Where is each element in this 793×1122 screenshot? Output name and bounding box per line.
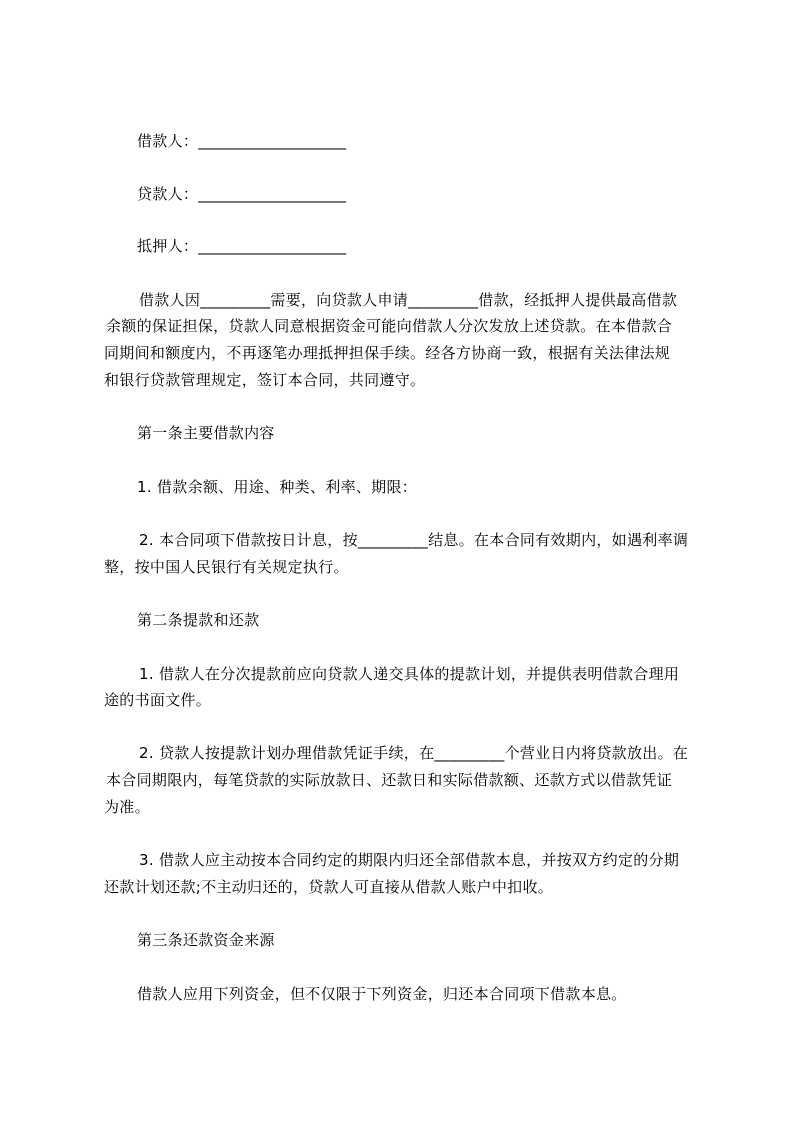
article-2-item-1-line-1: 1. 借款人在分次提款前应向贷款人递交具体的提款计划，并提供表明借款合理用	[139, 665, 680, 683]
mortgagor-line: 抵押人：___________________	[137, 237, 347, 255]
preamble-line-4: 和银行贷款管理规定，签订本合同，共同遵守。	[104, 371, 426, 389]
preamble-line-1: 借款人因_________需要，向贷款人申请_________借款，经抵押人提供最高借款	[139, 291, 678, 309]
article-1-heading: 第一条主要借款内容	[137, 424, 275, 442]
article-2-item-1-line-2: 途的书面文件。	[104, 691, 212, 709]
borrower-line: 借款人：___________________	[137, 132, 347, 150]
article-2-item-2-line-3: 为准。	[104, 798, 150, 816]
article-1-item-1: 1. 借款余额、用途、种类、利率、期限：	[137, 478, 418, 496]
article-2-item-2-line-1: 2. 贷款人按提款计划办理借款凭证手续，在_________个营业日内将贷款放出。在	[139, 744, 689, 762]
preamble-line-2: 余额的保证担保，贷款人同意根据资金可能向借款人分次发放上述贷款。在本借款合	[106, 317, 673, 335]
preamble-line-3: 同期间和额度内，不再逐笔办理抵押担保手续。经各方协商一致，根据有关法律法规	[104, 344, 671, 362]
article-2-heading: 第二条提款和还款	[137, 611, 260, 629]
article-2-item-3-line-2: 还款计划还款;不主动归还的，贷款人可直接从借款人账户中扣收。	[104, 878, 554, 896]
article-3-body: 借款人应用下列资金，但不仅限于下列资金，归还本合同项下借款本息。	[137, 985, 627, 1003]
article-2-item-3-line-1: 3. 借款人应主动按本合同约定的期限内归还全部借款本息，并按双方约定的分期	[139, 851, 680, 869]
article-2-item-2-line-2: 本合同期限内，每笔贷款的实际放款日、还款日和实际借款额、还款方式以借款凭证	[106, 771, 673, 789]
article-1-item-2-line-2: 整，按中国人民银行有关规定执行。	[104, 558, 349, 576]
lender-line: 贷款人：___________________	[137, 185, 347, 203]
article-3-heading: 第三条还款资金来源	[137, 931, 275, 949]
article-1-item-2-line-1: 2. 本合同项下借款按日计息，按_________结息。在本合同有效期内，如遇利率调	[139, 531, 689, 549]
